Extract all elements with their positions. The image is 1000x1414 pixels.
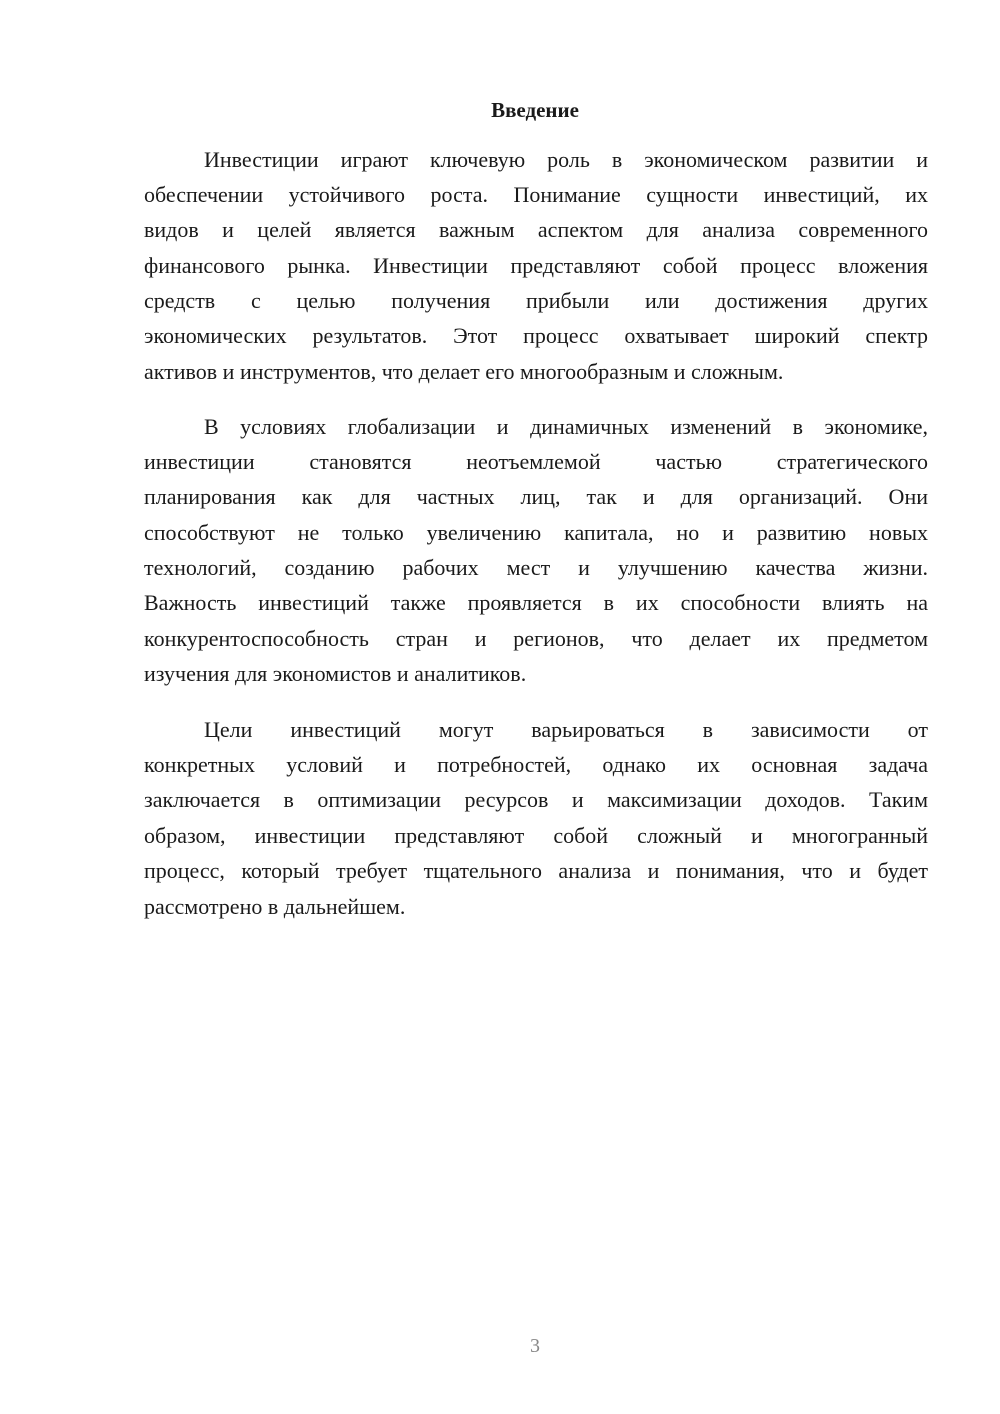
section-title: Введение <box>491 98 579 122</box>
text-line: обеспечении устойчивого роста. Понимание сущности инвестиций, их <box>144 182 928 207</box>
text-line: рассмотрено в дальнейшем. <box>144 894 406 919</box>
text-line: процесс, который требует тщательного анализа и понимания, что и будет <box>144 858 928 883</box>
text-line: Цели инвестиций могут варьироваться в зависимости от <box>204 717 928 742</box>
text-line: планирования как для частных лиц, так и для организаций. Они <box>144 484 928 509</box>
text-line: образом, инвестиции представляют собой сложный и многогранный <box>144 823 928 848</box>
text-line: изучения для экономистов и аналитиков. <box>144 661 527 686</box>
text-line: Инвестиции играют ключевую роль в экономическом развитии и <box>204 147 928 172</box>
text-line: технологий, созданию рабочих мест и улучшению качества жизни. <box>144 555 928 580</box>
text-line: конкретных условий и потребностей, однако их основная задача <box>144 752 928 777</box>
text-line: способствуют не только увеличению капитала, но и развитию новых <box>144 520 928 545</box>
page-number: 3 <box>530 1335 540 1357</box>
text-line: В условиях глобализации и динамичных изменений в экономике, <box>204 414 928 439</box>
text-line: инвестиции становятся неотъемлемой частью стратегического <box>144 449 928 474</box>
text-line: видов и целей является важным аспектом для анализа современного <box>144 217 928 242</box>
text-line: заключается в оптимизации ресурсов и максимизации доходов. Таким <box>144 787 928 812</box>
text-line: Важность инвестиций также проявляется в их способности влиять на <box>144 590 928 615</box>
text-line: конкурентоспособность стран и регионов, что делает их предметом <box>144 626 928 651</box>
text-line: средств с целью получения прибыли или достижения других <box>144 288 928 313</box>
text-line: финансового рынка. Инвестиции представляют собой процесс вложения <box>144 253 928 278</box>
text-line: экономических результатов. Этот процесс охватывает широкий спектр <box>144 323 928 348</box>
text-line: активов и инструментов, что делает его многообразным и сложным. <box>144 359 784 384</box>
